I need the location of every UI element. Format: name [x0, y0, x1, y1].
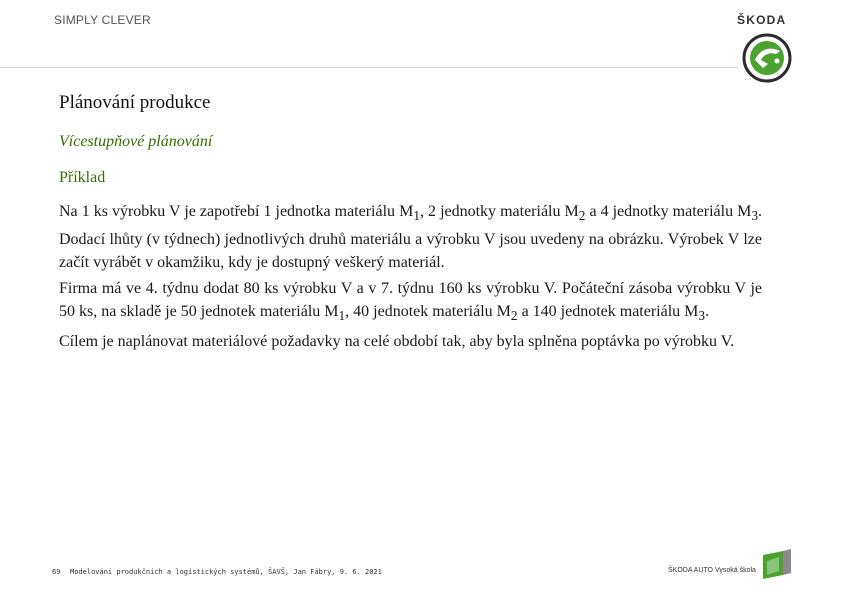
skoda-logo-icon: [742, 33, 792, 83]
text-run: Na 1 ks výrobku V je zapotřebí 1 jednotka materiálu M: [59, 203, 414, 220]
text-run: , 2 jednotky materiálu M: [420, 203, 579, 220]
text-run: Cílem je naplánovat materiálové požadavky na celé období tak, aby byla splněna poptávka po výrobku V.: [59, 332, 735, 350]
school-logo-icon: [761, 549, 793, 581]
subscript: 2: [578, 208, 586, 224]
header-divider: [0, 67, 738, 68]
text-run: Firma má ve 4. týdnu dodat 80 ks výrobku V a v 7. týdnu 160 ks výrobku V. Počáteční zásoba výrobku V je 50 ks, na skladě je 50 jednotek materiálu M: [59, 279, 762, 321]
paragraph: [59, 330, 762, 354]
slide-subtitle: Vícestupňové plánování: [59, 133, 213, 150]
subscript: 1: [338, 308, 346, 324]
subscript: 2: [510, 308, 518, 324]
subscript: 3: [751, 208, 759, 224]
text-run: .: [705, 303, 710, 321]
text-run: , 40 jednotek materiálu M: [345, 303, 511, 321]
page-number: 69: [52, 568, 61, 576]
subscript: 1: [413, 208, 420, 224]
problem-text: [59, 200, 762, 355]
footer-school: ŠKODA AUTO Vysoká škola: [668, 567, 756, 574]
paragraph: [59, 200, 762, 275]
subscript: 3: [698, 308, 706, 324]
text-run: a 4 jednotky materiálu M: [585, 203, 752, 220]
brand-wordmark: ŠKODA: [737, 13, 787, 27]
tagline: SIMPLY CLEVER: [54, 13, 151, 27]
slide-title: Plánování produkce: [59, 92, 211, 113]
text-run: . Dodací lhůty (v týdnech) jednotlivých druhů materiálu a výrobku V jsou uvedeny na obrázku. Výrobek V lze začít vyrábět v okamžiku, kdy je dostupný veškerý materiál.: [59, 203, 763, 272]
example-label: Příklad: [59, 169, 106, 186]
text-run: a 140 jednotek materiálu M: [517, 303, 699, 321]
footer-citation: Modelování produkčních a logistických systémů, ŠAVŠ, Jan Fábry, 9. 6. 2021: [70, 568, 382, 576]
paragraph: [59, 277, 762, 328]
